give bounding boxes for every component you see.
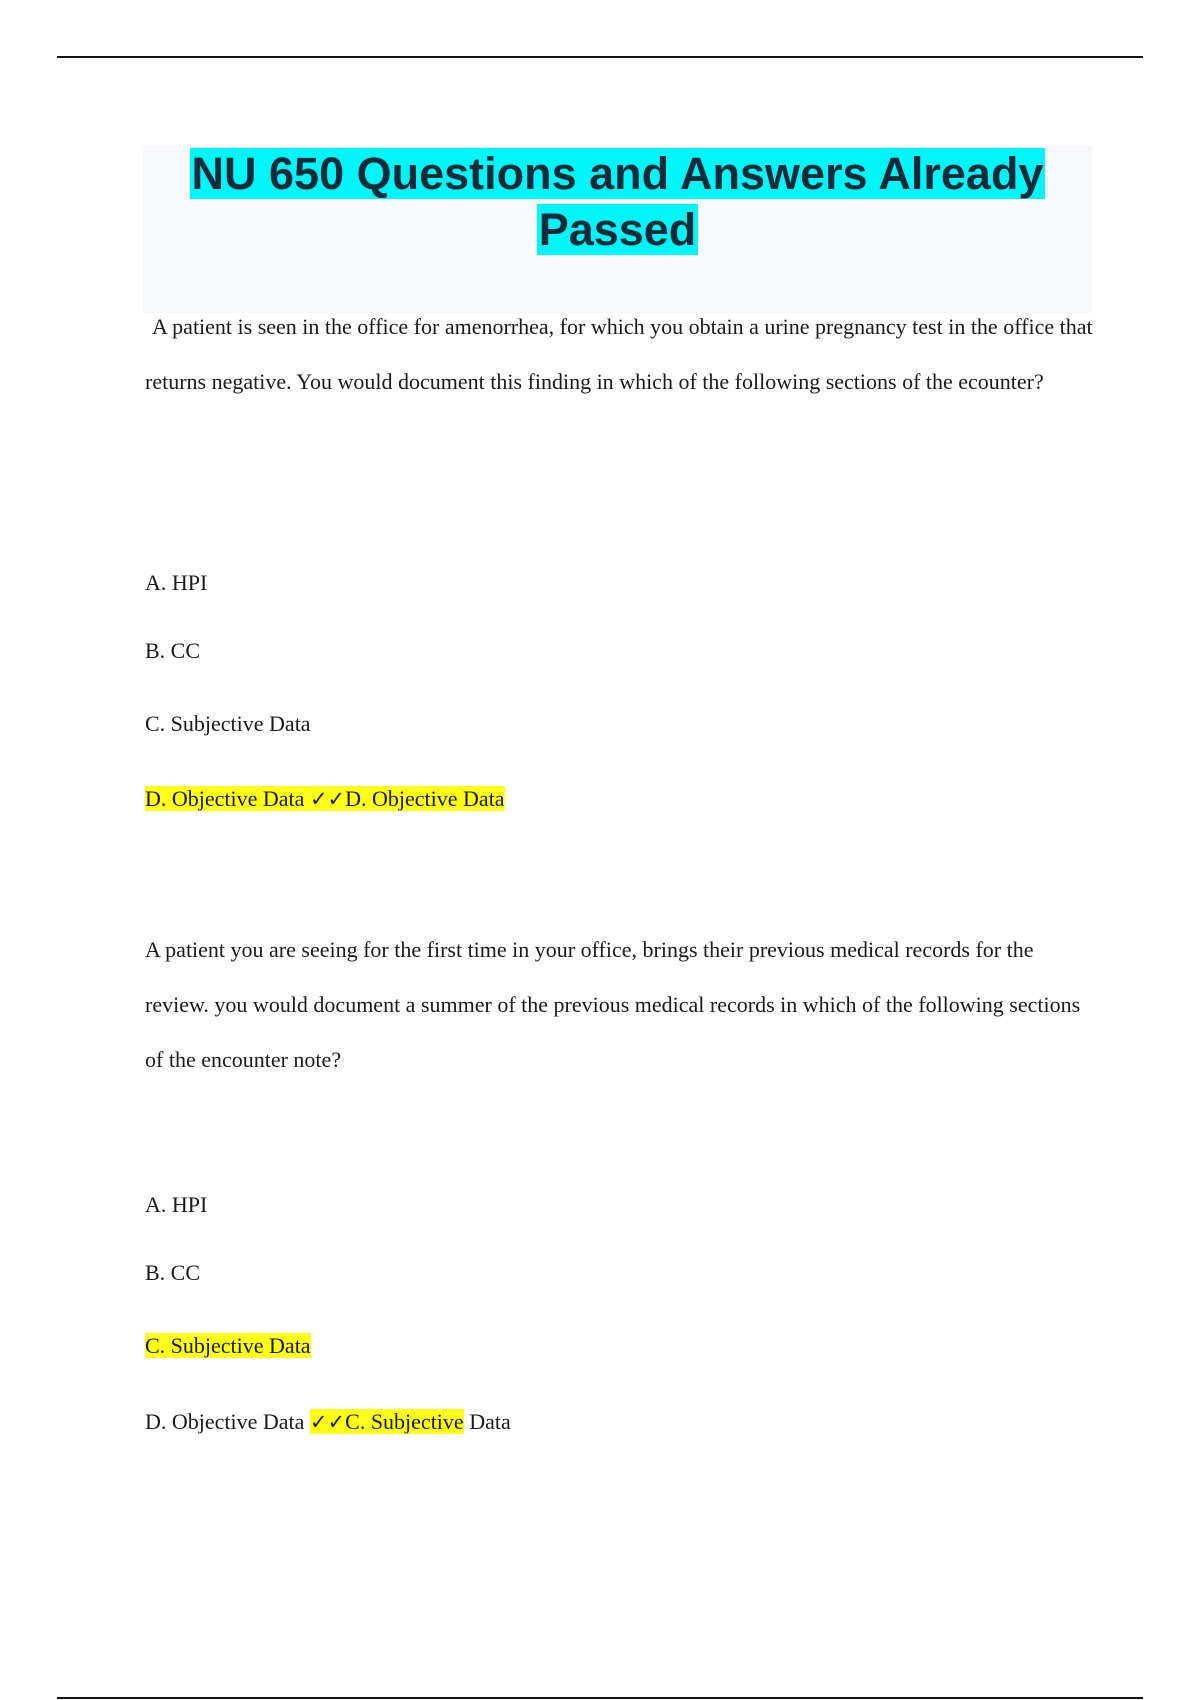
question-2-answer-tail: Data: [463, 1409, 511, 1434]
question-1-option-b: B. CC: [145, 638, 201, 663]
question-2-answer-highlight: [310, 1409, 464, 1434]
question-2-option-d: D. Objective Data: [145, 1409, 305, 1434]
question-1-text: A patient is seen in the office for amenorrhea, for which you obtain a urine pregnancy test in the office that returns negative. You would document this finding in which of the following sections of the ecounter?: [145, 314, 1093, 394]
bottom-rule: [57, 1697, 1143, 1699]
question-1-answer-line: [145, 784, 505, 814]
question-1-option-a: A. HPI: [145, 570, 208, 595]
check-mark-icon: ✓✓: [309, 1410, 346, 1434]
question-1-answer-highlight: [145, 786, 505, 811]
question-2-option-b: B. CC: [145, 1260, 201, 1285]
question-2-option-c: [145, 1331, 311, 1361]
question-1-option-c: C. Subjective Data: [145, 711, 311, 736]
document-title: [143, 146, 1092, 258]
question-1-answer: D. Objective Data: [345, 786, 505, 811]
question-2-text: A patient you are seeing for the first time in your office, brings their previous medical records for the review. you would document a summer of the previous medical records in which of the following sections of the encounter note?: [145, 937, 1081, 1072]
check-mark-icon: ✓✓: [309, 787, 346, 811]
title-line-2: Passed: [538, 204, 697, 255]
top-rule: [57, 56, 1143, 58]
question-2-answer-line: [145, 1407, 511, 1437]
question-2-option-c-highlight: C. Subjective Data: [145, 1333, 311, 1358]
question-2-option-a: A. HPI: [145, 1192, 208, 1217]
question-2-answer: C. Subjective: [345, 1409, 464, 1434]
question-1-option-d: D. Objective Data: [145, 786, 305, 811]
title-line-1: NU 650 Questions and Answers Already: [191, 148, 1044, 199]
